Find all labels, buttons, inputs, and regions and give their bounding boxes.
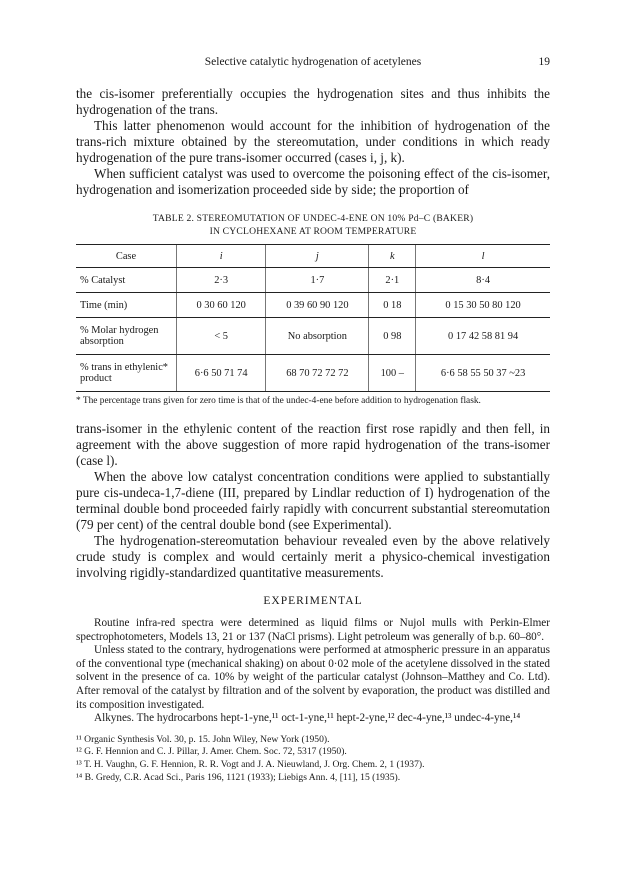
experimental-paragraph-3: Alkynes. The hydrocarbons hept-1-yne,¹¹ oct-1-yne,¹¹ hept-2-yne,¹² dec-4-yne,¹³ undec-4-yne,¹⁴ — [94, 712, 521, 725]
row-label: % trans in ethylenic* product — [76, 355, 177, 392]
table-cell: 8·4 — [416, 268, 550, 293]
paragraph-4: trans-isomer in the ethylenic content of the reaction first rose rapidly and then fell, in agreement with the above suggestion of more rapid hydrogenation of the trans-isomer (case l). — [76, 421, 550, 468]
table-header-row — [76, 245, 550, 268]
table-cell: 0 98 — [369, 318, 416, 355]
paragraph-2: This latter phenomenon would account for the inhibition of hydrogenation of the trans-rich mixture obtained by the stereomutation, under conditions in which ready hydrogenation of the pure trans-isomer occurred (cases i, j, k). — [76, 118, 550, 165]
table-cell: 6·6 58 55 50 37 ~23 — [416, 355, 550, 392]
table-cell: 2·1 — [369, 268, 416, 293]
table-row — [76, 293, 550, 318]
table-cell: 0 18 — [369, 293, 416, 318]
paragraph-3: When sufficient catalyst was used to overcome the poisoning effect of the cis-isomer, hydrogenation and isomerization proceeded side by side; the proportion of — [76, 166, 550, 197]
experimental-paragraph-2: Unless stated to the contrary, hydrogenations were performed at atmospheric pressure in an apparatus of the conventional type (mechanical shaking) on about 0·02 mole of the acetylene dissolved in the stated solvent in the presence of ca. 10% by weight of the particular catalyst (Johnson–Matthey and Co. Ltd). After removal of the catalyst by filtration and of the solvent by evaporation, the product was distilled and its composition investigated. — [76, 644, 550, 711]
row-label: % Molar hydrogen absorption — [76, 318, 177, 355]
header-case-j: j — [266, 245, 369, 268]
table-cell: 6·6 50 71 74 — [177, 355, 266, 392]
running-title: Selective catalytic hydrogenation of acetylenes — [204, 56, 422, 68]
paragraph-1: the cis-isomer preferentially occupies the hydrogenation sites and thus inhibits the hydrogenation of the trans. — [76, 86, 550, 117]
row-label: % Catalyst — [76, 268, 177, 293]
running-header — [76, 56, 550, 74]
table-row — [76, 355, 550, 392]
reference-item: ¹² G. F. Hennion and C. J. Pillar, J. Amer. Chem. Soc. 72, 5317 (1950). — [76, 746, 347, 758]
table-caption-line-2: IN CYCLOHEXANE AT ROOM TEMPERATURE — [209, 226, 417, 237]
section-heading-experimental: EXPERIMENTAL — [263, 595, 363, 607]
paragraph-5: When the above low catalyst concentration conditions were applied to substantially pure cis-undeca-1,7-diene (III, prepared by Lindlar reduction of I) hydrogenation of the terminal double bond proceeded fairly rapidly with concurrent substantial stereomutation (79 per cent) of the central double bond (see Experimental). — [76, 469, 550, 532]
table-cell: 0 15 30 50 80 120 — [416, 293, 550, 318]
reference-item: ¹¹ Organic Synthesis Vol. 30, p. 15. John Wiley, New York (1950). — [76, 733, 330, 745]
table-footnote: * The percentage trans given for zero time is that of the undec-4-ene before addition to hydrogenation flask. — [76, 396, 481, 406]
reference-item: ¹⁴ B. Gredy, C.R. Acad Sci., Paris 196, 1121 (1933); Liebigs Ann. 4, [11], 15 (1935). — [76, 771, 401, 783]
table-cell: 0 17 42 58 81 94 — [416, 318, 550, 355]
table-cell: 0 39 60 90 120 — [266, 293, 369, 318]
table-cell: 100 – — [369, 355, 416, 392]
table-cell: 2·3 — [177, 268, 266, 293]
paper-page — [76, 56, 550, 784]
reference-item: ¹³ T. H. Vaughn, G. F. Hennion, R. R. Vogt and J. A. Nieuwland, J. Org. Chem. 2, 1 (1937). — [76, 758, 425, 770]
table-cell: 0 30 60 120 — [177, 293, 266, 318]
stereomutation-table — [76, 244, 550, 392]
references — [76, 734, 550, 784]
header-case-l: l — [416, 245, 550, 268]
experimental-paragraph-1: Routine infra-red spectra were determined as liquid films or Nujol mulls with Perkin-Elmer spectrophotometers, Models 13, 21 or 137 (NaCl prisms). Light petroleum was generally of b.p. 60–80°. — [76, 617, 550, 643]
header-case: Case — [76, 245, 177, 268]
header-case-i: i — [177, 245, 266, 268]
header-case-k: k — [369, 245, 416, 268]
table-cell: < 5 — [177, 318, 266, 355]
table-row — [76, 318, 550, 355]
table-cell: 68 70 72 72 72 — [266, 355, 369, 392]
table-row — [76, 268, 550, 293]
paragraph-6: The hydrogenation-stereomutation behaviour revealed even by the above relatively crude study is complex and would certainly merit a physico-chemical investigation involving rigidly-standardized quantitative measurements. — [76, 533, 550, 580]
table-cell: No absorption — [266, 318, 369, 355]
row-label: Time (min) — [76, 293, 177, 318]
table-cell: 1·7 — [266, 268, 369, 293]
table-caption-line-1: TABLE 2. STEREOMUTATION OF UNDEC-4-ENE ON 10% Pd–C (BAKER) — [152, 213, 474, 224]
table-caption — [76, 212, 550, 238]
page-number: 19 — [538, 56, 550, 68]
